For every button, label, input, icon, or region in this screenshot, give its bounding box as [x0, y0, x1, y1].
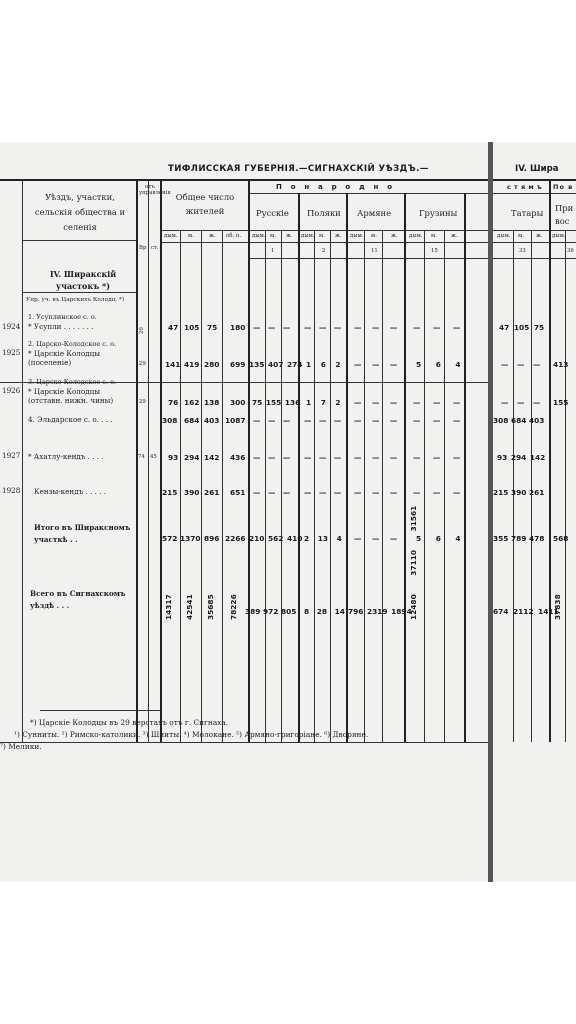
cell-poles: — — — [304, 488, 342, 497]
cell-armenians: — — — [354, 360, 398, 369]
row-distance: 74 [138, 454, 145, 460]
cell-tatars: 215 390 261 [493, 488, 545, 497]
cell-ob: 699 [230, 360, 246, 369]
cell-poles: 2 13 4 [304, 534, 342, 543]
row-name: * Ахатлу-кендъ . . . . [28, 452, 104, 461]
cell-ob: 180 [230, 323, 246, 332]
cell-poles: — — — [304, 453, 342, 462]
col-head-russians: Русскіе [256, 208, 289, 218]
uchastok-sub: Упр. уч. въ Царскихъ Колодц. *) [26, 297, 125, 303]
cell-georgians: 5 6 4 [416, 534, 461, 543]
cell-georgians: — — — [413, 453, 461, 462]
row-number: 1924 [2, 322, 21, 331]
row-distance: 20 [139, 327, 145, 334]
cell-russians: — — — [253, 453, 291, 462]
sub-m: м. [319, 233, 325, 239]
footnote-1: *) Царскіе Колодцы въ 29 верстахъ отъ г. Сигнаха. [30, 718, 229, 727]
cell-dym: 93 [168, 453, 179, 462]
cell-zh: 35685 [206, 594, 215, 620]
cell-right-last: 155 [553, 398, 569, 407]
cell-tatars: 674 2112 1411 [493, 607, 559, 616]
right-page [493, 142, 576, 882]
cell-dym: 215 [162, 488, 178, 497]
row-name: 2. Царско-Колодское с. о. [28, 340, 117, 348]
sub-dym: дым. [350, 233, 364, 239]
row-distance-st: 45 [150, 454, 157, 460]
cell-russians: 135 407 274 [249, 360, 303, 369]
cell-armenians: — — — [354, 323, 398, 332]
sub-zh: ж. [391, 233, 398, 239]
cell-ob: 1087 [225, 416, 246, 425]
cell-georgians: — — — [413, 398, 461, 407]
sub-dym: дым. [552, 233, 566, 239]
cell-m: 42541 [185, 594, 194, 620]
row-name: 3. Царско-Колодское с. о. [28, 378, 117, 386]
total-uezd-label: Всего въ Сигнахскомъ уѣздѣ . . . [30, 589, 126, 610]
cell-right-last: 413 [553, 360, 569, 369]
cell-armenians: — — — [354, 453, 398, 462]
cell-dym: 308 [162, 416, 178, 425]
cell-zh: 261 [204, 488, 220, 497]
col-head-total: Общее число жителей [175, 192, 235, 216]
footnote-rule [40, 710, 160, 711]
colnum-rule [250, 258, 488, 259]
top-rule [0, 179, 488, 181]
cell-dym: 14317 [164, 594, 173, 620]
cell-georgians: — — — [413, 323, 461, 332]
sub-dym: дым. [301, 233, 315, 239]
right-head-1: стямъ [507, 183, 545, 191]
row-distance: 29 [139, 361, 146, 367]
scanned-page [0, 142, 576, 882]
cell-armenians: — — — [354, 534, 398, 543]
row-number: 1925 [2, 348, 21, 357]
sub-dym: дым. [497, 233, 511, 239]
sub-ob: об. п. [226, 233, 242, 239]
cell-zh: 896 [204, 534, 220, 543]
colnum-11: 11 [371, 248, 378, 254]
cell-ob: 2266 [225, 534, 246, 543]
cell-ob: 300 [230, 398, 246, 407]
cell-poles: 8 28 14 [304, 607, 345, 616]
cell-zh: 142 [204, 453, 220, 462]
row-name: 4. Эльдарское с. о. . . . [28, 415, 113, 424]
cell-poles: — — — [304, 416, 342, 425]
cell-right-last: 568 [553, 534, 569, 543]
footnote-3: ⁷) Мелики. [0, 742, 42, 751]
col-head-st: ст. [151, 245, 159, 251]
sub-m: м. [371, 233, 377, 239]
left-page [0, 142, 488, 882]
cell-armenians: — — — [354, 398, 398, 407]
cell-russians: — — — [253, 488, 291, 497]
uchastok-rule [22, 292, 138, 293]
row-settlement: * Царскіе Колодцы (отставн. нижн. чины) [28, 387, 114, 405]
col-head-tatars: Татары [511, 208, 544, 218]
place-head-rule [22, 240, 138, 241]
footnote-2: ¹) Сунниты. ²) Римско-католики. ³) Шииты. ⁴) Молокане. ⁵) Армяно-григоріане. ⁶) Дворяне. [14, 730, 369, 739]
cell-dym: 572 [162, 534, 178, 543]
sub-dym: дым. [409, 233, 423, 239]
uchastok-heading: IV. Ширакскій участокъ *) [49, 269, 117, 291]
cell-georgians: — — — [413, 488, 461, 497]
cell-tatars: 47 105 75 [499, 323, 545, 332]
cell-zh: 75 [207, 323, 218, 332]
cell-dym: 76 [168, 398, 179, 407]
cell-russians: — — — [253, 416, 291, 425]
col-head-by-nationality: П о н а р о д н о [276, 183, 396, 191]
nationality-rule [250, 193, 488, 194]
cell-m: 419 [184, 360, 200, 369]
cell-ob: 651 [230, 488, 246, 497]
col-head-armenians: Армяне [357, 208, 392, 218]
row-settlement: * Усупли . . . . . . . [28, 322, 94, 331]
row-settlement: * Царскіе Колодцы (поселеніе) [28, 349, 100, 367]
cell-m: 1370 [180, 534, 201, 543]
cell-russians: 389 972 805 [245, 607, 297, 616]
sub-m: м. [270, 233, 276, 239]
sub-zh: ж. [536, 233, 543, 239]
cell-dym: 47 [168, 323, 179, 332]
subhead-rule [160, 230, 488, 231]
sub-zh: ж. [209, 233, 216, 239]
cell-russians: — — — [253, 323, 291, 332]
cell-m: 684 [184, 416, 200, 425]
col-head-place: Уѣздъ, участки, сельскія общества и селенія [34, 192, 126, 232]
cell-dym: 141 [165, 360, 181, 369]
cell-right-last: 37838 [553, 594, 562, 620]
cell-tatars: 355 789 478 [493, 534, 545, 543]
sub-dym: дым. [252, 233, 266, 239]
row-distance: 29 [139, 399, 146, 405]
cell-russians: 210 562 410 [249, 534, 303, 543]
sub-m: м. [431, 233, 437, 239]
colnum-15: 15 [431, 248, 438, 254]
row-number: 1927 [2, 451, 21, 460]
cell-georgians: — — — [413, 416, 461, 425]
cell-poles: — — — [304, 323, 342, 332]
cell-poles: 1 6 2 [306, 360, 341, 369]
colnum-1: 1 [271, 248, 275, 254]
sub-zh: ж. [286, 233, 293, 239]
cell-m: 390 [184, 488, 200, 497]
cell-ob: 78226 [229, 594, 238, 620]
col-head-distance: отъ управленія [139, 184, 171, 196]
sub-dym: дым. [164, 233, 178, 239]
cell-zh: 403 [204, 416, 220, 425]
running-title: ТИФЛИССКАЯ ГУБЕРНІЯ.—СИГНАХСКІЙ УѢЗДЪ.— [168, 164, 429, 174]
subhead-rule-2 [160, 242, 488, 243]
table-bottom-rule [0, 742, 488, 743]
sub-zh: ж. [335, 233, 342, 239]
row-name: 1. Усуплинское с. о. [28, 313, 97, 321]
cell-georgians: 5 6 4 [416, 360, 461, 369]
colnum-36: 36 [567, 248, 574, 254]
col-head-right-last: При вос [555, 203, 574, 226]
cell-russians: 75 155 136 [252, 398, 301, 407]
cell-tatars: — — — [501, 398, 541, 407]
sub-m: м. [518, 233, 524, 239]
cell-tatars: 308 684 403 [493, 416, 545, 425]
row-name: Кензы-кендъ . . . . . [34, 487, 107, 496]
cell-tatars: — — — [501, 360, 541, 369]
cell-georgians: 12480 37110 31561 [409, 505, 418, 620]
right-head-2: По в [553, 183, 574, 191]
cell-zh: 280 [204, 360, 220, 369]
cell-armenians: — — — [354, 416, 398, 425]
cell-m: 162 [184, 398, 200, 407]
cell-m: 294 [184, 453, 200, 462]
col-head-poles: Поляки [307, 208, 341, 218]
cell-armenians: — — — [354, 488, 398, 497]
row-number: 1928 [2, 486, 21, 495]
cell-tatars: 93 294 142 [497, 453, 546, 462]
sub-zh: ж. [451, 233, 458, 239]
cell-armenians: 796 2319 1894 [348, 607, 412, 616]
cell-poles: 1 7 2 [306, 398, 341, 407]
cell-ob: 436 [230, 453, 246, 462]
col-head-georgians: Грузины [419, 208, 458, 218]
col-head-vr: Вр [139, 245, 147, 251]
colnum-33: 33 [519, 248, 526, 254]
cell-zh: 138 [204, 398, 220, 407]
colnum-2: 2 [322, 248, 326, 254]
cell-m: 105 [184, 323, 200, 332]
running-title-right: IV. Шира [515, 164, 559, 174]
sub-m: м. [188, 233, 194, 239]
total-uchastok-label: Итого въ Шираксномъ участкѣ . . [34, 523, 131, 544]
row-number: 1926 [2, 386, 21, 395]
